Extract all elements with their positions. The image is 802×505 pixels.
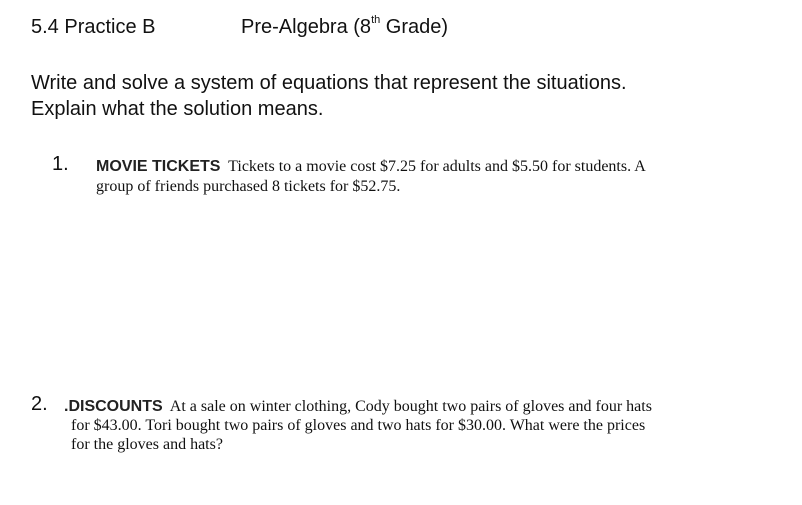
- problem-2-text: [64, 397, 744, 454]
- problem-1-line-2: group of friends purchased 8 tickets for $52.75.: [96, 178, 401, 195]
- course-grade-superscript: th: [371, 14, 381, 27]
- worksheet-title: 5.4 Practice B: [31, 16, 156, 38]
- instructions-line-1: Write and solve a system of equations that represent the situations.: [31, 72, 627, 94]
- course-name: Pre-Algebra (8: [241, 16, 372, 38]
- problem-2-line-3: for the gloves and hats?: [71, 436, 223, 453]
- problem-1-number: 1.: [52, 153, 69, 175]
- problem-2-number: 2.: [31, 393, 48, 415]
- course-name-end: Grade): [380, 16, 449, 38]
- problem-1-text: [96, 157, 736, 197]
- problem-2-keyword: .DISCOUNTS: [64, 398, 163, 415]
- instructions: [31, 70, 731, 122]
- course-title: [241, 15, 448, 39]
- problem-1-line-1: [96, 157, 736, 177]
- problem-1-keyword: MOVIE TICKETS: [96, 158, 221, 175]
- problem-2-line-1: [64, 397, 744, 416]
- problem-2-line-2: for $43.00. Tori bought two pairs of gloves and two hats for $30.00. What were the prices: [71, 417, 646, 434]
- problem-2-line-1-text: At a sale on winter clothing, Cody bought two pairs of gloves and four hats: [169, 398, 652, 415]
- instructions-line-2: Explain what the solution means.: [31, 98, 324, 120]
- problem-1-line-1-text: Tickets to a movie cost $7.25 for adults and $5.50 for students. A: [228, 158, 646, 175]
